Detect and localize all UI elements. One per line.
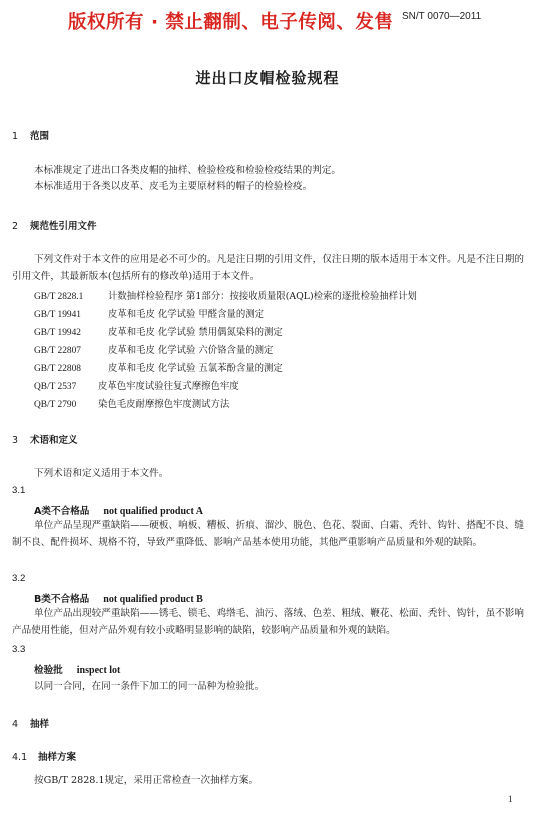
term-chinese: B类不合格品	[34, 594, 90, 605]
term-definition: 单位产品出现较严重缺陷——锈毛、锁毛、鸡绺毛、油污、落绒、色差、粗绒、鞭花、松面、秃针、钩针，虽不影响产品使用性能，但对产品外观有较小或略明显影响的缺陷，较影响产品质量和外观的缺陷。	[12, 608, 524, 636]
reference-code: GB/T 22807	[34, 346, 81, 356]
term-number: 3.1	[12, 485, 26, 496]
section-number: 1	[12, 131, 19, 142]
normative-references-intro: 下列文件对于本文件的应用是必不可少的。凡是注日期的引用文件，仅注日期的版本适用于本文件。凡是不注日期的引用文件，其最新版本(包括所有的修改单)适用于本文件。	[12, 254, 524, 282]
reference-code: GB/T 19941	[34, 310, 81, 320]
page-number: 1	[508, 794, 513, 804]
term-number: 3.3	[12, 644, 26, 655]
section-4-heading	[12, 716, 49, 730]
term-heading	[34, 503, 203, 517]
reference-title: 皮革和毛皮 化学试验 甲醛含量的测定	[108, 309, 264, 320]
document-title: 进出口皮帽检验规程	[195, 69, 340, 87]
scope-paragraph-2: 本标准适用于各类以皮革、皮毛为主要原材料的帽子的检验检疫。	[34, 181, 313, 192]
watermark: 版权所有 · 禁止翻制、电子传阅、发售	[68, 12, 394, 33]
term-english: inspect lot	[76, 665, 121, 676]
reference-item	[34, 324, 283, 338]
section-number: 2	[12, 221, 19, 232]
reference-code: GB/T 22808	[34, 364, 81, 374]
section-3-heading	[12, 432, 78, 446]
reference-item	[34, 306, 264, 320]
section-title: 抽样	[30, 719, 50, 730]
term-definition: 以同一合同，在同一条件下加工的同一品种为检验批。	[34, 681, 265, 692]
sampling-plan-text: 按GB/T 2828.1规定，采用正常检查一次抽样方案。	[34, 775, 259, 786]
term-chinese: A类不合格品	[34, 506, 90, 517]
reference-item	[34, 360, 283, 374]
reference-code: GB/T 2828.1	[34, 292, 84, 302]
reference-title: 皮革和毛皮 化学试验 五氯苯酚含量的测定	[108, 363, 283, 374]
reference-item	[34, 342, 273, 356]
subsection-4-1-heading	[12, 749, 76, 763]
subsection-number: 4.1	[12, 752, 28, 763]
term-english: not qualified product A	[103, 506, 203, 517]
reference-code: QB/T 2790	[34, 400, 77, 410]
section-number: 4	[12, 719, 19, 730]
reference-title: 染色毛皮耐摩擦色牢度测试方法	[98, 399, 230, 410]
reference-item	[34, 396, 229, 410]
term-heading	[34, 662, 120, 676]
term-chinese: 检验批	[34, 665, 63, 676]
section-title: 范围	[30, 131, 50, 142]
terms-intro: 下列术语和定义适用于本文件。	[34, 468, 169, 479]
reference-title: 皮革和毛皮 化学试验 禁用偶氮染料的测定	[108, 327, 283, 338]
subsection-title: 抽样方案	[38, 752, 77, 763]
section-title: 术语和定义	[30, 435, 78, 446]
section-2-heading	[12, 218, 97, 232]
reference-title: 皮革色牢度试验往复式摩擦色牢度	[98, 381, 239, 392]
scope-paragraph-1: 本标准规定了进出口各类皮帽的抽样、检验检疫和检验检疫结果的判定。	[34, 165, 341, 176]
reference-item	[34, 378, 239, 392]
term-english: not qualified product B	[103, 594, 203, 605]
reference-title: 计数抽样检验程序 第1部分：按接收质量限(AQL)检索的逐批检验抽样计划	[108, 291, 417, 302]
term-number: 3.2	[12, 573, 26, 584]
reference-code: GB/T 19942	[34, 328, 81, 338]
term-definition: 单位产品呈现严重缺陷——硬板、响板、糟板、折痕、溜沙、脱色、色花、裂面、白霜、秃针、钩针、搭配不良、缝制不良、配件损坏、规格不符，导致严重降低、影响产品基本使用功能，其他严重影响产品质量和外观的缺陷。	[12, 520, 524, 548]
reference-title: 皮革和毛皮 化学试验 六价铬含量的测定	[108, 345, 274, 356]
reference-code: QB/T 2537	[34, 382, 77, 392]
section-number: 3	[12, 435, 19, 446]
reference-item	[34, 288, 417, 302]
section-title: 规范性引用文件	[30, 221, 97, 232]
section-1-heading	[12, 128, 49, 142]
term-heading	[34, 591, 203, 605]
document-number: SN/T 0070—2011	[402, 11, 482, 22]
